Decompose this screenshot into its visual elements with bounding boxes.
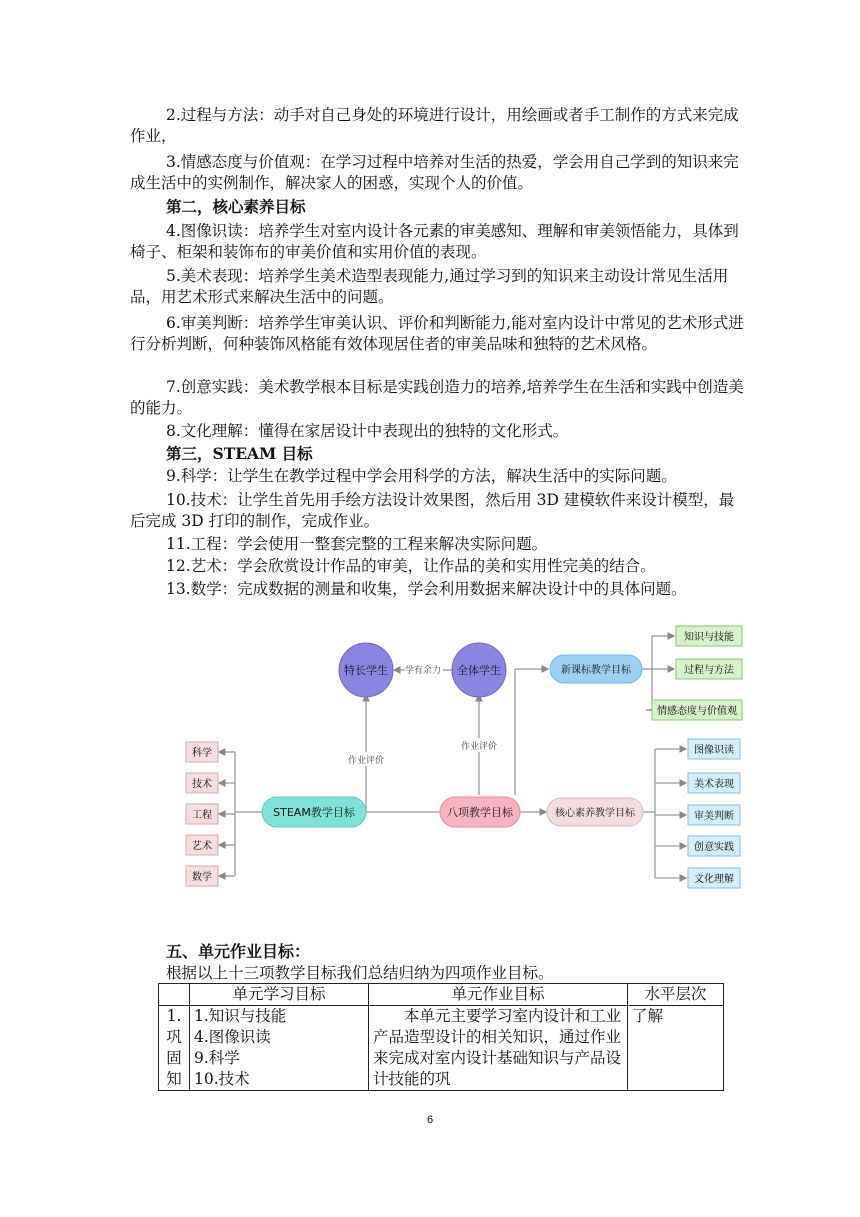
core-item-image: 图像识读 — [694, 745, 734, 756]
objective-10: 10.技术：让学生首先用手绘方法设计效果图，然后用 3D 建模软件来设计模型，最后完成 3D 打印的制作，完成作业。 — [130, 491, 735, 530]
col-header-index — [159, 984, 190, 1006]
core-literacy-goals-label: 核心素养教学目标 — [555, 808, 635, 819]
steam-item-engineering: 工程 — [192, 810, 212, 821]
section-5-title: 五、单元作业目标： — [166, 942, 311, 961]
table-row — [159, 1006, 724, 1091]
objective-7: 7.创意实践：美术教学根本目标是实践创造力的培养,培养学生在生活和实践中创造美 的能力。 — [130, 378, 744, 417]
objectives-diagram — [0, 610, 860, 900]
heading-core-literacy: 第二，核心素养目标 — [166, 197, 306, 216]
all-students-label: 全体学生 — [457, 664, 501, 677]
steam-item-art: 艺术 — [192, 841, 212, 852]
core-item-creative: 创意实践 — [694, 842, 734, 853]
core-item-judgment: 审美判断 — [694, 811, 734, 822]
new-item-process: 过程与方法 — [684, 665, 734, 676]
homework-goals-table — [158, 983, 724, 1091]
row1-goal-3: 9.科学 — [194, 1049, 240, 1067]
homework-evaluation-right: 作业评价 — [460, 742, 498, 752]
steam-item-technology: 技术 — [192, 779, 212, 790]
col-header-level: 水平层次 — [628, 984, 724, 1006]
new-item-attitude: 情感态度与价值观 — [657, 706, 737, 717]
objective-8: 8.文化理解：懂得在家居设计中表现出的独特的文化形式。 — [166, 422, 569, 440]
row1-goal-2: 4.图像识读 — [194, 1028, 271, 1046]
col-header-homework-goal: 单元作业目标 — [369, 984, 628, 1006]
objective-11: 11.工程：学会使用一整套完整的工程来解决实际问题。 — [166, 535, 548, 553]
row1-homework-goal: 本单元主要学习室内设计和工业产品造型设计的相关知识，通过作业来完成对室内设计基础知识与产品设计技能的巩 — [369, 1006, 628, 1091]
special-students-label: 特长学生 — [344, 664, 388, 677]
steam-item-science: 科学 — [192, 748, 212, 759]
objective-2: 2.过程与方法：动手对自己身处的环境进行设计，用绘画或者手工制作的方式来完成作业， — [130, 106, 739, 145]
col-header-learning-goal: 单元学习目标 — [190, 984, 369, 1006]
objective-3: 3.情感态度与价值观：在学习过程中培养对生活的热爱，学会用自己学到的知识来完成生活中的实例制作，解决家人的困惑，实现个人的价值。 — [130, 153, 739, 192]
row1-index-text: 1.巩固知 — [166, 1007, 182, 1088]
section-5-intro: 根据以上十三项教学目标我们总结归纳为四项作业目标。 — [166, 964, 554, 982]
row1-level: 了解 — [628, 1006, 724, 1091]
core-literacy-items — [688, 739, 740, 888]
page-number: 6 — [426, 1114, 434, 1126]
table-header-row — [159, 984, 724, 1006]
steam-goals-label: STEAM教学目标 — [273, 806, 355, 819]
objective-9: 9.科学：让学生在教学过程中学会用科学的方法，解决生活中的实际问题。 — [166, 467, 677, 485]
homework-evaluation-left: 作业评价 — [347, 756, 385, 766]
row1-index — [159, 1006, 190, 1091]
new-item-knowledge: 知识与技能 — [684, 632, 734, 643]
new-standard-items — [652, 626, 742, 720]
objective-5: 5.美术表现：培养学生美术造型表现能力,通过学习到的知识来主动设计常见生活用品，用艺术形式来解决生活中的问题。 — [130, 267, 729, 306]
objective-4: 4.图像识读：培养学生对室内设计各元素的审美感知、理解和审美领悟能力，具体到椅子、柜架和装饰布的审美价值和实用价值的表现。 — [130, 222, 739, 261]
row1-goal-1: 1.知识与技能 — [194, 1007, 287, 1025]
objective-12: 12.艺术：学会欣赏设计作品的审美，让作品的美和实用性完美的结合。 — [166, 557, 656, 575]
new-standard-goals-label: 新课标教学目标 — [561, 665, 631, 676]
steam-subjects — [186, 742, 218, 886]
eight-goals-label: 八项教学目标 — [447, 806, 513, 819]
core-item-expression: 美术表现 — [694, 779, 734, 790]
heading-steam: 第三，STEAM 目标 — [166, 444, 313, 463]
row1-goal-4: 10.技术 — [194, 1070, 250, 1088]
core-item-culture: 文化理解 — [694, 874, 734, 885]
objective-13: 13.数学：完成数据的测量和收集，学会利用数据来解决设计中的具体问题。 — [166, 580, 687, 598]
steam-item-math: 数学 — [192, 872, 212, 883]
row1-learning-goals — [190, 1006, 369, 1091]
objective-6: 6.审美判断：培养学生审美认识、评价和判断能力,能对室内设计中常见的艺术形式进行分析判断，何种装饰风格能有效体现居住者的审美品味和独特的艺术风格。 — [130, 314, 744, 353]
spare-capacity-label: 学有余力 — [404, 666, 442, 676]
